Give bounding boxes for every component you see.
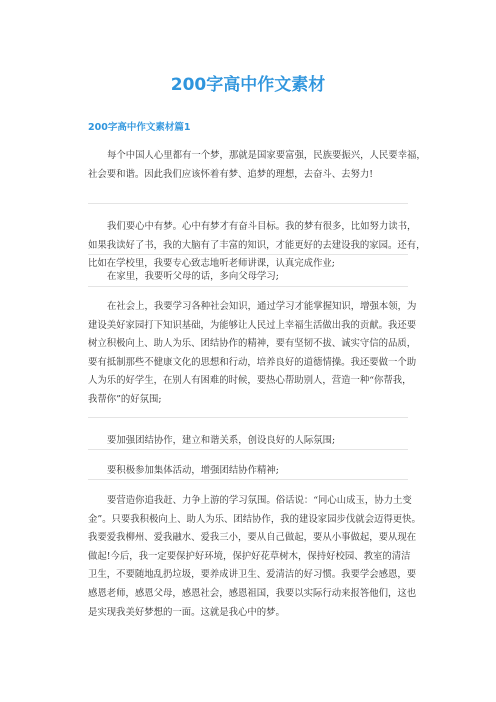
paragraph-divider	[88, 479, 408, 480]
paragraph-line: 建设美好家园打下知识基础，为能够让人民过上幸福生活做出我的贡献。我还要	[88, 319, 417, 331]
paragraph-line: 我要爱我柳州、爱我融水、爱我三小，要从自己做起，要从小事做起，要从现在	[88, 532, 417, 544]
paragraph-line: 卫生，不要随地乱扔垃圾，要养成讲卫生、爱清洁的好习惯。我要学会感恩，要	[88, 569, 417, 581]
paragraph-line: 树立积极向上、助人为乐、团结协作的精神，要有坚韧不拔、诚实守信的品质，	[88, 338, 417, 350]
paragraph-divider	[88, 449, 408, 450]
paragraph-divider	[88, 203, 408, 204]
paragraph	[88, 147, 426, 184]
paragraph-divider	[88, 417, 408, 418]
paragraph-line: 要积极参加集体活动，增强团结协作精神;	[107, 465, 279, 476]
paragraph-divider	[88, 286, 408, 287]
paragraph-line: 要加强团结协作，建立和谐关系，创设良好的人际氛围;	[107, 435, 336, 446]
paragraph-line: 我们要心中有梦。心中有梦才有奋斗目标。我的梦有很多，比如努力读书，	[107, 221, 417, 232]
paragraph-line: 人为乐的好学生，在别人有困难的时候，要热心帮助别人，营造一种“你帮我，	[88, 375, 412, 387]
paragraph-line: 是实现我美好梦想的一面。这就是我心中的梦。	[88, 606, 285, 618]
section-heading: 200字高中作文素材篇1	[88, 122, 191, 133]
paragraph-line: 在社会上，我要学习各种社会知识，通过学习才能掌握知识，增强本领，为	[107, 301, 417, 312]
document-title: 200字高中作文素材	[170, 75, 326, 95]
paragraph-line: 比如在学校里，我要专心致志地听老师讲课，认真完成作业;	[88, 258, 335, 270]
paragraph-line: 如果我读好了书，我的大脑有了丰富的知识，才能更好的去建设我的家园。还有，	[88, 239, 426, 251]
paragraph	[88, 432, 408, 451]
paragraph-line: 做起!今后，我一定要保护好环境，保护好花草树木，保持好校园、教室的清洁	[88, 550, 411, 562]
paragraph-line: 在家里，我要听父母的话，多向父母学习;	[107, 271, 279, 282]
paragraph	[88, 218, 426, 274]
paragraph	[88, 462, 408, 481]
paragraph	[88, 492, 421, 622]
paragraph-line: 社会要和谐。因此我们应该怀着有梦、追梦的理想，去奋斗、去努力!	[88, 168, 374, 180]
paragraph-divider	[88, 254, 408, 255]
paragraph	[88, 298, 417, 410]
paragraph-line: 要营造你追我赶、力争上游的学习氛围。俗话说：“同心山成玉，协力土变	[107, 495, 412, 506]
paragraph-line: 感恩老师，感恩父母，感恩社会，感恩祖国，我要以实际行动来报答他们，这也	[88, 587, 417, 599]
paragraph	[88, 268, 408, 287]
paragraph-line: 要有抵制那些不健康文化的思想和行动，培养良好的道德情操。我还要做一个助	[88, 356, 417, 368]
paragraph-line: 每个中国人心里都有一个梦，那就是国家要富强，民族要振兴，人民要幸福，	[107, 150, 426, 161]
paragraph-line: 我帮你”的好氛围;	[88, 393, 162, 405]
paragraph-line: 金”。只要我积极向上、助人为乐、团结协作，我的建设家园步伐就会迈得更快。	[88, 513, 421, 525]
